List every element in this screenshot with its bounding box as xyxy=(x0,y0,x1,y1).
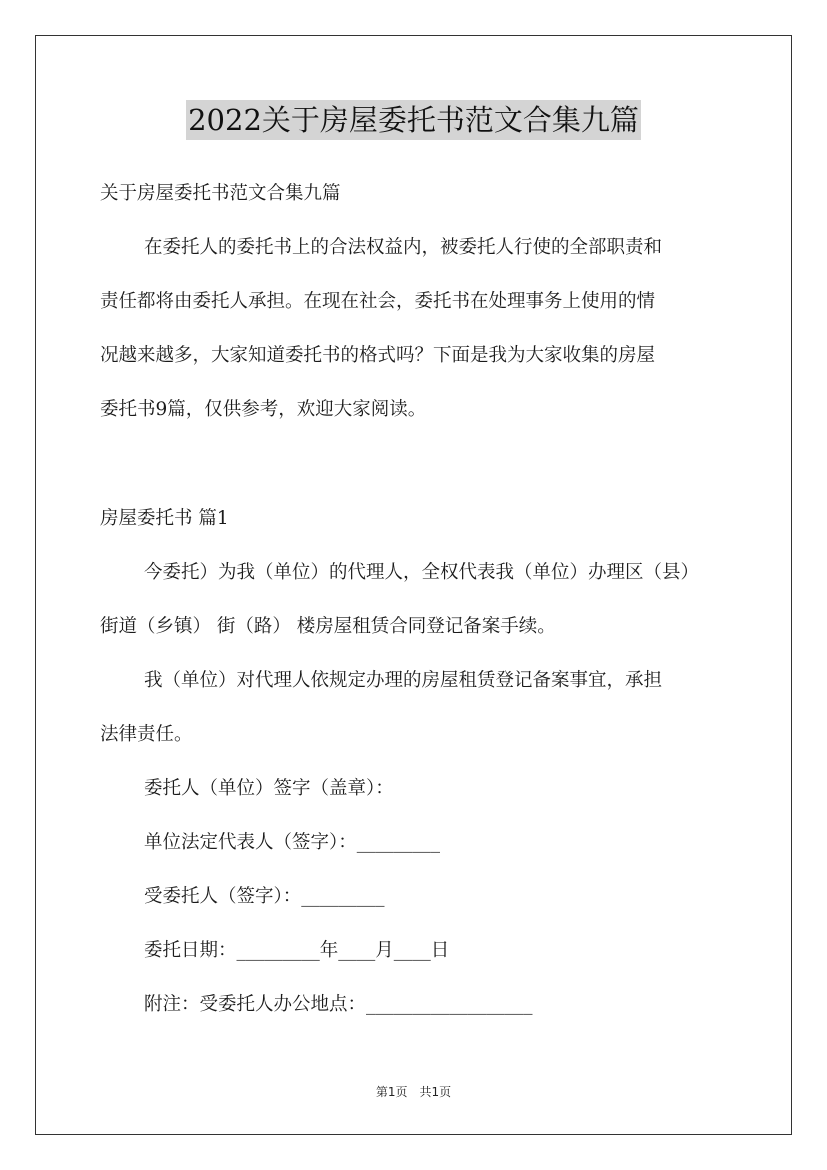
form-line-office-address: 附注：受委托人办公地点：__________________ xyxy=(144,994,533,1015)
intro-line-1: 在委托人的委托书上的合法权益内，被委托人行使的全部职责和 xyxy=(144,237,663,258)
intro-line-2: 责任都将由委托人承担。在现在社会，委托书在处理事务上使用的情 xyxy=(100,291,656,312)
document-title: 2022关于房屋委托书范文合集九篇 xyxy=(186,100,641,140)
body-line-1: 今委托）为我（单位）的代理人，全权代表我（单位）办理区（县） xyxy=(144,562,700,583)
form-line-agent-signature: 受委托人（签字）：_________ xyxy=(144,886,385,907)
body-line-4: 法律责任。 xyxy=(100,724,193,745)
form-line-principal-signature: 委托人（单位）签字（盖章）： xyxy=(144,778,394,799)
form-line-commission-date: 委托日期：_________年____月____日 xyxy=(144,940,450,961)
body-line-2: 街道（乡镇） 街（路） 楼房屋租赁合同登记备案手续。 xyxy=(100,616,556,637)
title-container xyxy=(0,100,827,140)
page-footer: 第1页 共1页 xyxy=(375,1085,452,1099)
document-subtitle: 关于房屋委托书范文合集九篇 xyxy=(100,183,341,204)
form-line-legal-representative: 单位法定代表人（签字）：_________ xyxy=(144,832,441,853)
body-line-3: 我（单位）对代理人依规定办理的房屋租赁登记备案事宜，承担 xyxy=(144,670,663,691)
intro-line-3: 况越来越多，大家知道委托书的格式吗？下面是我为大家收集的房屋 xyxy=(100,345,656,366)
intro-line-4: 委托书9篇，仅供参考，欢迎大家阅读。 xyxy=(100,399,427,420)
section-heading: 房屋委托书 篇1 xyxy=(100,508,229,529)
